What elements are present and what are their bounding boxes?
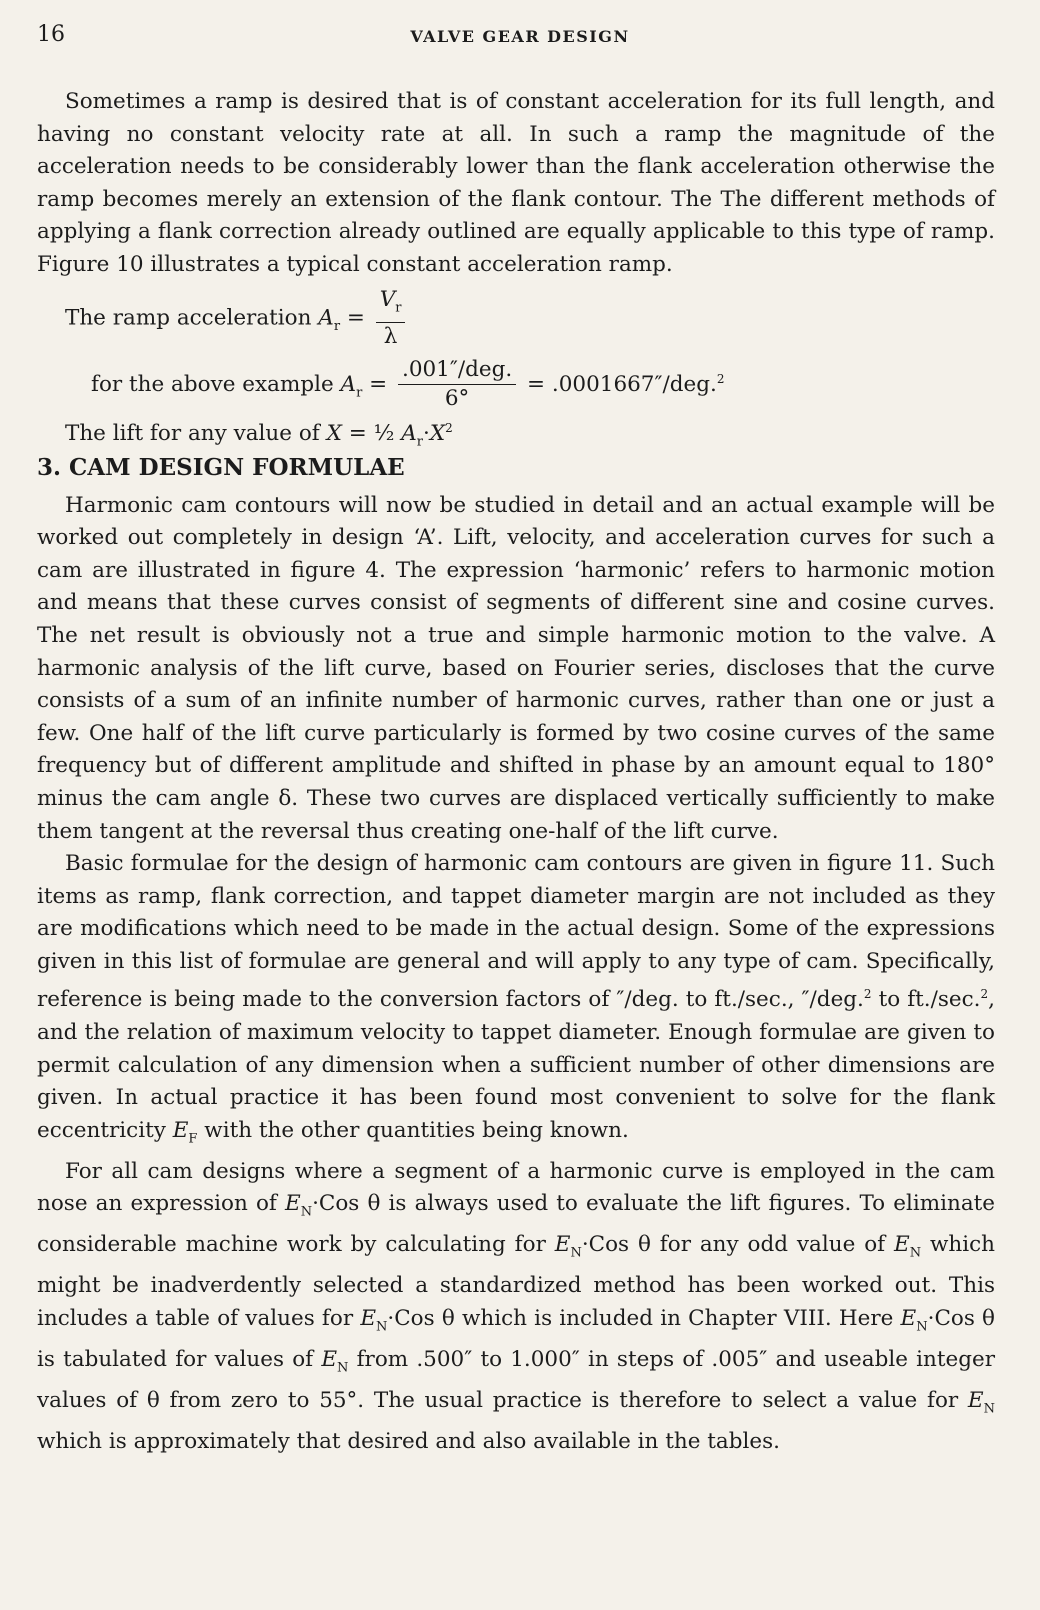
equation-label: The lift for any value of — [65, 420, 327, 446]
equation-rhs: = ½ — [341, 420, 402, 446]
fraction — [376, 286, 406, 351]
symbol-en: E — [321, 1346, 338, 1372]
paragraph-basic-formulae: Basic formulae for the design of harmonic cam contours are given in figure 11. Such items as ramp, flank correction, and tappet diameter margin are not included as they are modifications which need to be made in the actual design. Some of the expressions given in this list of formulae are general and will apply to any type of cam. Specifically, reference is being made to the conversion factors of ″/deg. to ft./sec., ″/deg.$^2$ to ft./sec.$^2$, and the relation of maximum velocity to tappet diameter. Enough formulae are given to permit calculation of any dimension when a sufficient number of other dimensions are given. In actual practice it has been found most convenient to solve for the flank eccentricity $E_F$ with the other quantities being known. — [37, 851, 995, 1147]
superscript-2: 2 — [716, 371, 725, 386]
symbol-x: X — [326, 420, 342, 446]
equals-sign: = — [362, 371, 394, 397]
equation-example — [37, 348, 995, 410]
running-title: VALVE GEAR DESIGN — [410, 27, 630, 46]
subscript-r: r — [333, 318, 341, 334]
symbol-ef: E — [172, 1118, 189, 1143]
symbol-en: E — [360, 1305, 377, 1331]
page-body — [37, 86, 995, 1458]
fraction-denominator: λ — [383, 323, 398, 349]
fraction-numerator: .001″/deg. — [398, 356, 516, 385]
equation-label: The ramp acceleration — [65, 305, 319, 331]
paragraph-ramp: Sometimes a ramp is desired that is of constant acceleration for its full length, and having no constant velocity rate at all. In such a ramp the magnitude of the acceleration needs to be considerably lower than the flank acceleration otherwise the ramp becomes merely an extension of the flank contour. The The different methods of applying a flank correction already outlined are equally applicable to this type of ramp. Figure 10 illustrates a typical constant acceleration ramp. — [37, 89, 995, 277]
symbol-en: E — [554, 1232, 571, 1258]
subscript-r: r — [356, 385, 363, 401]
symbol-a: A — [340, 371, 357, 397]
symbol-en: E — [284, 1191, 301, 1217]
equation-result: = .0001667″/deg. — [520, 371, 717, 397]
symbol-x: X — [429, 420, 446, 446]
symbol-a: A — [401, 420, 417, 446]
symbol-a: A — [318, 305, 334, 331]
superscript-2: 2 — [445, 420, 453, 435]
equation-lift: The lift for any value of X = ½ $A_r\cdot X^2$ — [65, 420, 453, 450]
fraction-denominator: 6° — [444, 386, 470, 412]
equation-label: for the above example — [91, 371, 341, 397]
equals-sign: = — [340, 305, 372, 331]
paragraph-cam-designs: For all cam designs where a segment of a harmonic curve is employed in the cam nose an expression of $E_N\cdot Cos$ θ is always used to evaluate the lift figures. To eliminate considerable machine work by calculating for $E_N\cdot Cos$ θ for any odd value of $E_N$ which might be inadverdently selected a standardized method has been worked out. This includes a table of values for $E_N\cdot Cos$ θ which is included in Chapter VIII. Here $E_N\cdot Cos$ θ is tabulated for values of $E_N$ from .500″ to 1.000″ in steps of .005″ and useable integer values of θ from zero to 55°. The usual practice is therefore to select a value for $E_N$ which is approximately that desired and also available in the tables. — [37, 1158, 996, 1454]
subscript-r: r — [416, 434, 423, 450]
symbol-en: E — [894, 1232, 910, 1258]
symbol-en: E — [967, 1387, 984, 1413]
page-header — [37, 22, 1003, 52]
fraction-numerator: $V_r$ — [376, 286, 406, 323]
equation-ramp-acceleration — [37, 286, 995, 348]
page-number: 16 — [37, 22, 65, 47]
section-heading: 3. CAM DESIGN FORMULAE — [37, 453, 405, 481]
symbol-en: E — [900, 1305, 917, 1331]
fraction — [398, 356, 516, 413]
paragraph-harmonic: Harmonic cam contours will now be studied in detail and an actual example will be worked out completely in design ‘A’. Lift, velocity, and acceleration curves for such a cam are illustrated in figure 4. The expression ‘harmonic’ refers to harmonic motion and means that these curves consist of segments of different sine and cosine curves. The net result is obviously not a true and simple harmonic motion to the valve. A harmonic analysis of the lift curve, based on Fourier series, discloses that the curve consists of a sum of an infinite number of harmonic curves, rather than one or just a few. One half of the lift curve particularly is formed by two cosine curves of the same frequency but of different amplitude and shifted in phase by an amount equal to 180° minus the cam angle δ. These two curves are displaced vertically sufficiently to make them tangent at the reversal thus creating one-half of the lift curve. — [37, 492, 995, 844]
